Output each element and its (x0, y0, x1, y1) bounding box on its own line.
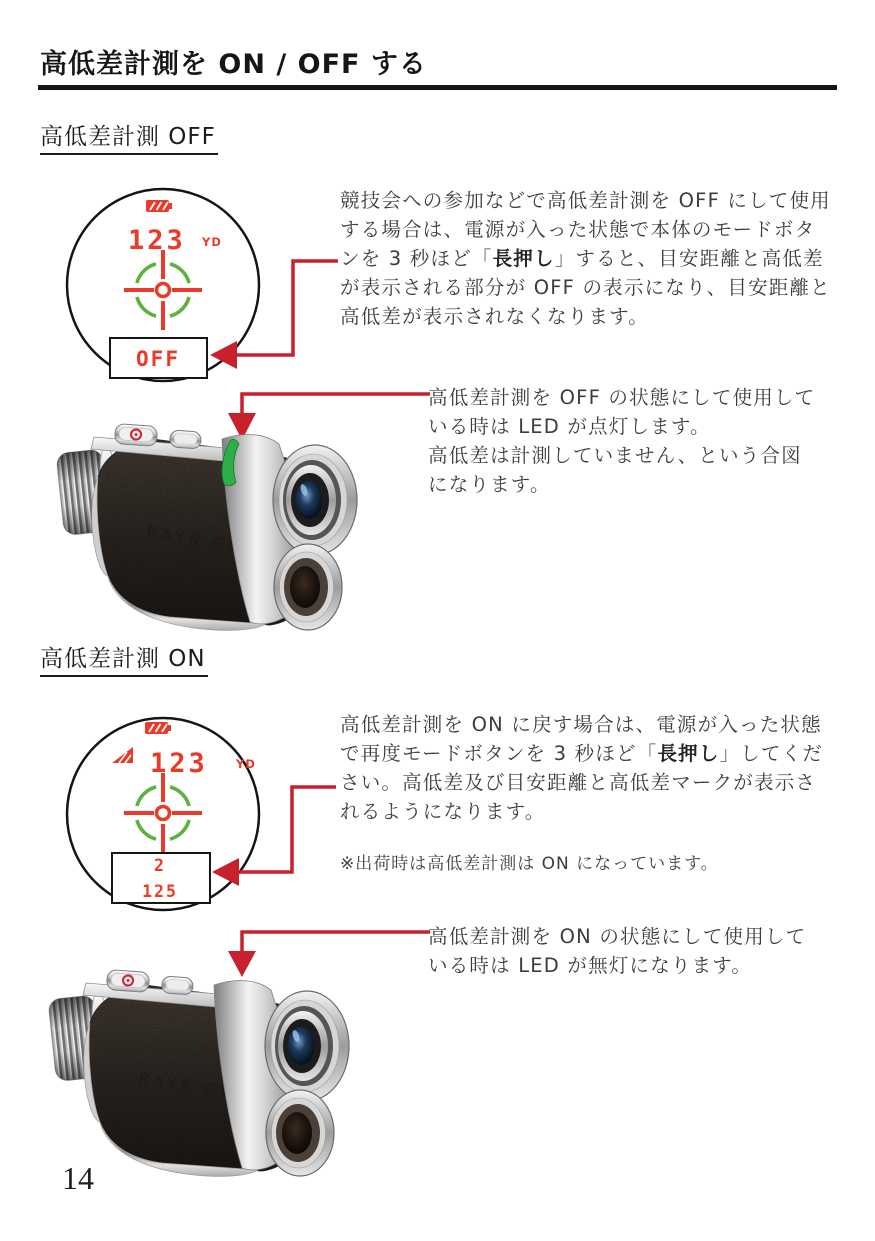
paragraph-line: 競技会への参加などで高低差計測を OFF にして使用 (340, 189, 831, 212)
device-illustration-off (56, 424, 357, 631)
paragraph-line: する場合は、電源が入った状態で本体のモードボタ (340, 218, 816, 241)
distance-readout: 123 (128, 225, 186, 256)
paragraph-off (340, 186, 855, 331)
arrowhead-down-icon (228, 951, 256, 977)
paragraph-line: れるようになります。 (340, 800, 546, 823)
slope-display-value: 2 (154, 856, 166, 875)
shipping-default-note: ※出荷時は高低差計測は ON になっています。 (340, 854, 719, 874)
device-illustration-on (48, 970, 349, 1177)
unit-label: YD (202, 235, 222, 249)
battery-icon (146, 200, 172, 212)
paragraph-line: 高低差計測を ON の状態にして使用して (428, 925, 807, 948)
estimate-display-value: 125 (142, 882, 178, 901)
paragraph-line: いる時は LED が点灯します。 (428, 415, 711, 438)
paragraph-line: 高低差計測を OFF の状態にして使用して (428, 386, 816, 409)
paragraph-line: 高低差が表示されなくなります。 (340, 305, 649, 328)
section-heading-off: 高低差計測 OFF (40, 124, 218, 155)
paragraph-line: が表示される部分が OFF の表示になり、目安距離と (340, 276, 831, 299)
paragraph-line: いる時は LED が無灯になります。 (428, 954, 753, 977)
paragraph-line: 高低差は計測していません、という合図 (428, 444, 802, 467)
page-title: 高低差計測を ON / OFF する (40, 49, 427, 80)
paragraph-line: 高低差計測を ON に戻す場合は、電源が入った状態 (340, 713, 822, 736)
paragraph-line: で再度モードボタンを 3 秒ほど「長押し」してくだ (340, 742, 824, 765)
connector-arrow-led-lit (228, 394, 430, 440)
connector-arrow-led-unlit (228, 932, 430, 977)
paragraph-line: ンを 3 秒ほど「長押し」すると、目安距離と高低差 (340, 247, 824, 270)
status-display-value: OFF (136, 347, 180, 371)
paragraph-on (340, 710, 855, 826)
page-number: 14 (62, 1160, 94, 1196)
distance-readout: 123 (150, 748, 208, 779)
paragraph-line: になります。 (428, 473, 551, 496)
title-rule (38, 85, 837, 90)
paragraph-line: さい。高低差及び目安距離と高低差マークが表示さ (340, 771, 817, 794)
led-note-on (428, 922, 848, 980)
led-note-off (428, 383, 848, 499)
section-heading-on: 高低差計測 ON (40, 646, 208, 677)
illustration-layer: RAYS GR 123 YD OFF 123 YD 2 125 (0, 0, 875, 1241)
unit-label: YD (236, 757, 256, 771)
battery-icon (145, 722, 171, 734)
